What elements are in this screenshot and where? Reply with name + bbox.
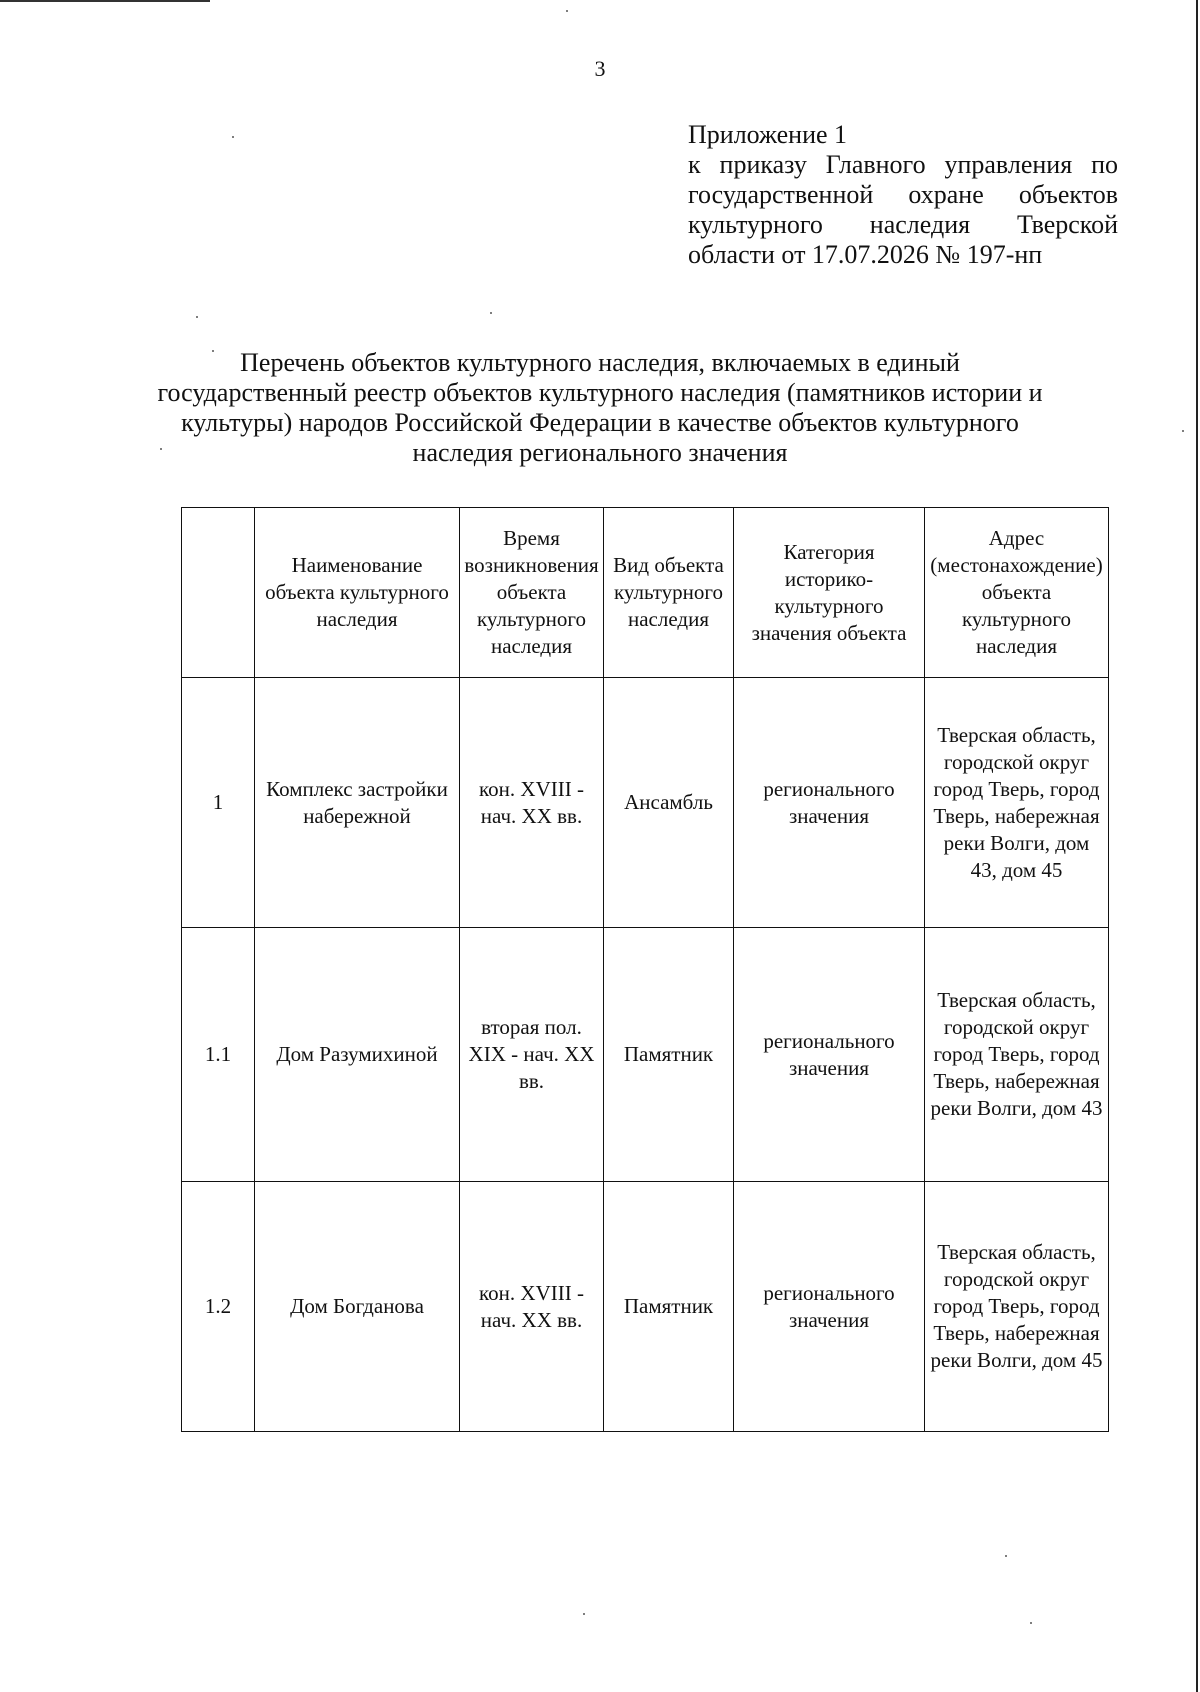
table-header-row xyxy=(182,508,1109,678)
cell-number: 1.2 xyxy=(182,1182,255,1432)
header-category: Категория историко-культурного значения объекта xyxy=(734,508,925,678)
table-row xyxy=(182,1182,1109,1432)
cell-address: Тверская область, городской округ город Тверь, город Тверь, набережная реки Волги, дом 45 xyxy=(925,1182,1109,1432)
scan-speck xyxy=(1030,1622,1032,1624)
scan-speck xyxy=(160,448,162,450)
scan-speck xyxy=(1005,1555,1007,1557)
table-row xyxy=(182,678,1109,928)
cell-category: регионального значения xyxy=(734,928,925,1182)
scan-right-edge-artifact xyxy=(1196,0,1198,1692)
cell-address: Тверская область, городской округ город Тверь, город Тверь, набережная реки Волги, дом 43, дом 45 xyxy=(925,678,1109,928)
scan-speck xyxy=(583,1613,585,1615)
cell-origin-time: вторая пол. XIX - нач. XX вв. xyxy=(460,928,604,1182)
document-title: Перечень объектов культурного наследия, включаемых в единый государственный реестр объектов культурного наследия (памятников истории и культуры) народов Российской Федерации в качестве объектов культурного наследия регионального значения xyxy=(157,348,1043,467)
cell-object-name: Дом Богданова xyxy=(255,1182,460,1432)
header-object-name: Наименование объекта культурного наследия xyxy=(255,508,460,678)
cell-object-kind: Памятник xyxy=(604,928,734,1182)
appendix-title: Приложение 1 xyxy=(688,120,848,149)
scan-speck xyxy=(1182,430,1184,432)
scan-speck xyxy=(232,136,234,138)
cell-origin-time: кон. XVIII - нач. XX вв. xyxy=(460,678,604,928)
cell-category: регионального значения xyxy=(734,678,925,928)
page-number: 3 xyxy=(594,56,606,81)
cell-number: 1 xyxy=(182,678,255,928)
header-address: Адрес (местонахождение) объекта культурного наследия xyxy=(925,508,1109,678)
cell-category: регионального значения xyxy=(734,1182,925,1432)
appendix-reference: к приказу Главного управления по государственной охране объектов культурного наследия Тверской области от 17.07.2026 № 197-нп xyxy=(688,150,1118,269)
cell-origin-time: кон. XVIII - нач. XX вв. xyxy=(460,1182,604,1432)
cell-object-name: Дом Разумихиной xyxy=(255,928,460,1182)
cell-object-name: Комплекс застройки набережной xyxy=(255,678,460,928)
scan-speck xyxy=(490,312,492,314)
header-number xyxy=(182,508,255,678)
appendix-block xyxy=(688,120,1118,270)
cell-address: Тверская область, городской округ город Тверь, город Тверь, набережная реки Волги, дом 43 xyxy=(925,928,1109,1182)
header-object-kind: Вид объекта культурного наследия xyxy=(604,508,734,678)
cell-object-kind: Ансамбль xyxy=(604,678,734,928)
table-row xyxy=(182,928,1109,1182)
cell-number: 1.1 xyxy=(182,928,255,1182)
scan-edge-artifact xyxy=(0,0,210,2)
cell-object-kind: Памятник xyxy=(604,1182,734,1432)
header-origin-time: Время возникновения объекта культурного наследия xyxy=(460,508,604,678)
scan-speck xyxy=(566,10,568,12)
heritage-objects-table xyxy=(181,507,1109,1432)
scan-speck xyxy=(212,350,214,352)
scan-speck xyxy=(196,316,198,318)
